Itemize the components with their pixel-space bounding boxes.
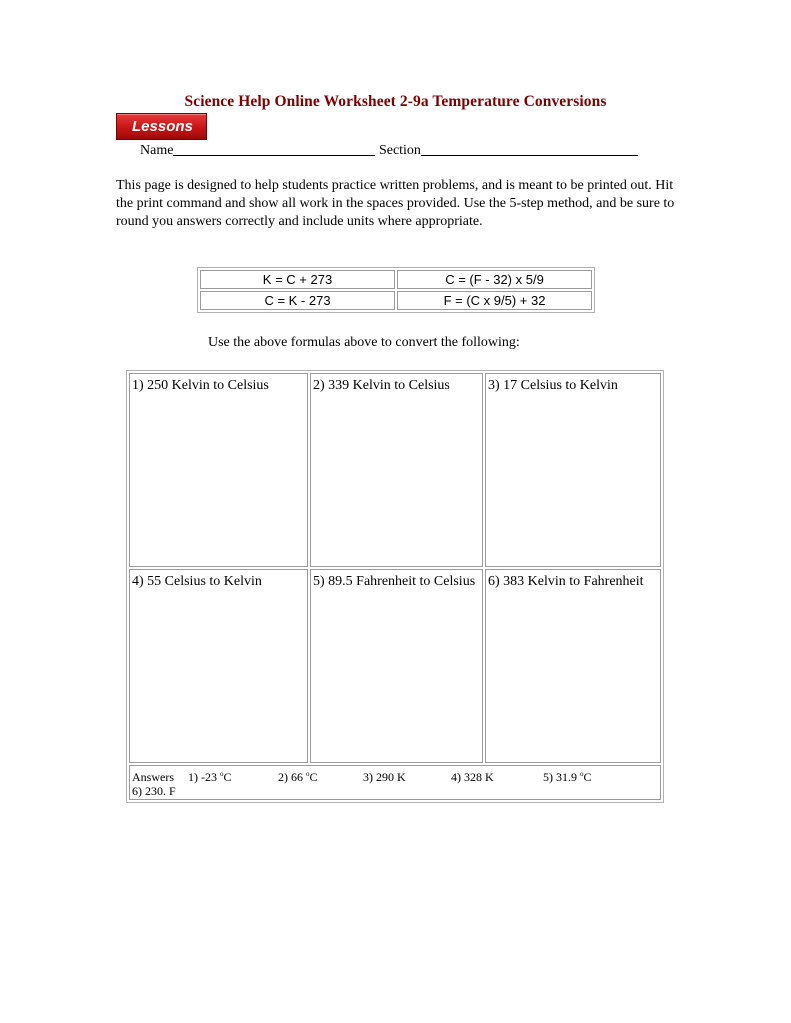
answer-5: 5) 31.9 $^o$C [543, 770, 592, 784]
formula-cell: C = K - 273 [200, 291, 395, 310]
answer-4: 4) 328 K [451, 770, 494, 784]
section-field[interactable] [421, 141, 638, 156]
name-label: Name [140, 143, 174, 158]
answer-6: 6) 230. F [132, 784, 176, 798]
answer-2: 2) 66 $^o$C [278, 770, 318, 784]
formula-row [200, 270, 592, 289]
answers-cell [129, 765, 661, 800]
formula-cell: K = C + 273 [200, 270, 395, 289]
formula-cell: F = (C x 9/5) + 32 [397, 291, 592, 310]
problem-cell-4: 4) 55 Celsius to Kelvin [129, 569, 308, 763]
section-label: Section [378, 143, 421, 158]
problem-cell-3: 3) 17 Celsius to Kelvin [485, 373, 661, 567]
problem-cell-1: 1) 250 Kelvin to Celsius [129, 373, 308, 567]
formula-row [200, 291, 592, 310]
problem-cell-5: 5) 89.5 Fahrenheit to Celsius [310, 569, 483, 763]
answers-row [129, 765, 661, 800]
instruction-text: Use the above formulas above to convert the following: [208, 335, 520, 350]
answer-3: 3) 290 K [363, 770, 406, 784]
answer-1: 1) -23 $^o$C [188, 770, 232, 784]
formula-cell: C = (F - 32) x 5/9 [397, 270, 592, 289]
name-field[interactable] [173, 141, 375, 156]
problem-row [129, 569, 661, 763]
problems-table [126, 370, 664, 803]
lessons-button[interactable]: Lessons [116, 113, 207, 140]
problem-row [129, 373, 661, 567]
intro-paragraph: This page is designed to help students practice written problems, and is meant to be printed out. Hit the print command and show all work in the spaces provided. Use the 5-step method, and be sure to round you answers correctly and include units where appropriate. [116, 178, 675, 229]
answers-label: Answers [132, 770, 174, 784]
problem-cell-6: 6) 383 Kelvin to Fahrenheit [485, 569, 661, 763]
problem-cell-2: 2) 339 Kelvin to Celsius [310, 373, 483, 567]
name-section-line [140, 141, 638, 159]
page-title: Science Help Online Worksheet 2-9a Temperature Conversions [184, 93, 607, 110]
formula-table [197, 267, 595, 313]
